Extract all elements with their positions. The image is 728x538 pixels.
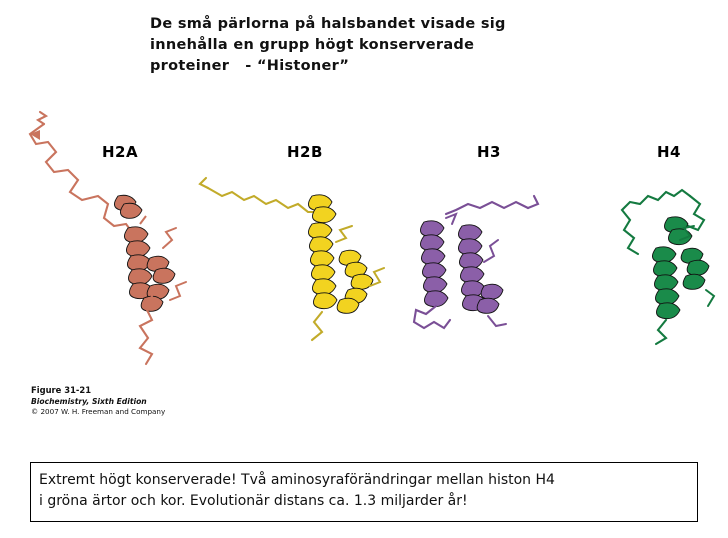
bottom-note-text <box>39 470 689 512</box>
bottom-note-box <box>30 462 698 522</box>
bottom-note-line-1: Extremt högt konserverade! Två aminosyraförändringar mellan histon H4 <box>39 472 555 488</box>
slide-title-line-2: innehålla en grupp högt konserverade <box>150 37 475 54</box>
figure-copyright: © 2007 W. H. Freeman and Company <box>31 407 166 417</box>
bottom-note-line-2: i gröna ärtor och kor. Evolutionär distans ca. 1.3 miljarder år! <box>39 493 468 509</box>
slide-title-line-3: proteiner - “Histoner” <box>150 58 350 75</box>
figure-number: Figure 31-21 <box>31 385 92 395</box>
h3-structure-illustration <box>414 196 538 328</box>
figure-source: Biochemistry, Sixth Edition <box>31 397 147 407</box>
slide-title <box>150 14 580 77</box>
h2b-structure-illustration <box>200 178 384 340</box>
h4-structure-illustration <box>622 190 714 344</box>
figure-credit <box>31 384 165 418</box>
protein-label-h2a: H2A <box>102 143 139 161</box>
h2a-structure-illustration <box>30 112 186 364</box>
protein-label-h3: H3 <box>477 143 501 161</box>
protein-label-h4: H4 <box>657 143 681 161</box>
histone-structures-figure <box>0 100 728 390</box>
slide-title-line-1: De små pärlorna på halsbandet visade sig <box>150 16 506 32</box>
protein-label-h2b: H2B <box>287 143 323 161</box>
